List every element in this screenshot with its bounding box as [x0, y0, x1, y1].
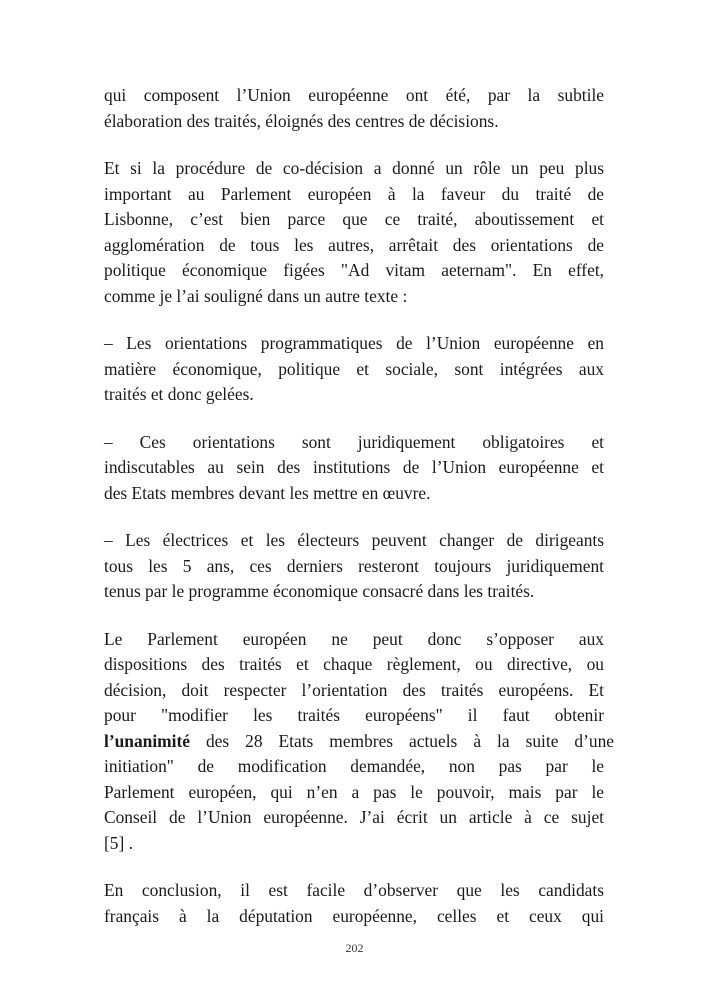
text-line: tous les 5 ans, ces derniers resteront toujours juridiquement — [104, 555, 604, 576]
page-body — [104, 83, 614, 951]
bold-emphasis: l’unanimité — [104, 730, 190, 751]
text-line: élaboration des traités, éloignés des centres de décisions. — [104, 110, 499, 131]
paragraph-7 — [104, 878, 604, 929]
paragraph-1 — [104, 83, 604, 134]
text-line: Parlement européen, qui n’en a pas le pouvoir, mais par le — [104, 781, 604, 802]
text-line: traités et donc gelées. — [104, 384, 254, 404]
text-line: indiscutables au sein des institutions de l’Union européenne et — [104, 457, 604, 477]
reference-line: [5] . — [104, 832, 133, 853]
text-line: – Les électrices et les électeurs peuvent changer de dirigeants — [104, 530, 604, 550]
text-line: initiation" de modification demandée, non pas par le — [104, 756, 604, 776]
text-line: politique économique figées "Ad vitam aeternam". En effet, — [104, 260, 604, 280]
paragraph-3 — [104, 331, 604, 408]
text-line: important au Parlement européen à la faveur du traité de — [104, 183, 604, 204]
text-line: – Les orientations programmatiques de l’Union européenne en — [104, 333, 604, 353]
text-line: En conclusion, il est facile d’observer que les candidats — [104, 880, 604, 900]
text-line: comme je l’ai souligné dans un autre texte : — [104, 285, 408, 306]
text-line: Conseil de l’Union européenne. J’ai écrit un article à ce sujet — [104, 807, 604, 827]
paragraph-4 — [104, 430, 604, 507]
text-line: qui composent l’Union européenne ont été, par la subtile — [104, 85, 604, 105]
page-number: 202 — [345, 941, 364, 955]
paragraph-2 — [104, 156, 604, 309]
text-line: – Ces orientations sont juridiquement obligatoires et — [104, 431, 604, 452]
paragraph-6 — [104, 627, 614, 857]
text-line: français à la députation européenne, celles et ceux qui — [104, 905, 604, 926]
text-line: pour "modifier les traités européens" il faut obtenir — [104, 705, 604, 725]
text-line: Le Parlement européen ne peut donc s’opposer aux — [104, 628, 604, 649]
paragraph-5 — [104, 528, 604, 605]
text-line: tenus par le programme économique consacré dans les traités. — [104, 581, 535, 601]
text-fragment: des 28 Etats membres actuels à la suite d’une — [190, 730, 614, 751]
text-line: matière économique, politique et sociale, sont intégrées aux — [104, 358, 604, 379]
text-line: Et si la procédure de co-décision a donné un rôle un peu plus — [104, 158, 604, 178]
text-line: agglomération de tous les autres, arrêtait des orientations de — [104, 234, 604, 255]
text-line: dispositions des traités et chaque règlement, ou directive, ou — [104, 654, 604, 674]
text-line-with-emphasis — [104, 729, 614, 755]
text-line: Lisbonne, c’est bien parce que ce traité, aboutissement et — [104, 209, 604, 229]
text-line: décision, doit respecter l’orientation des traités européens. Et — [104, 679, 604, 700]
text-line: des Etats membres devant les mettre en œuvre. — [104, 482, 431, 503]
